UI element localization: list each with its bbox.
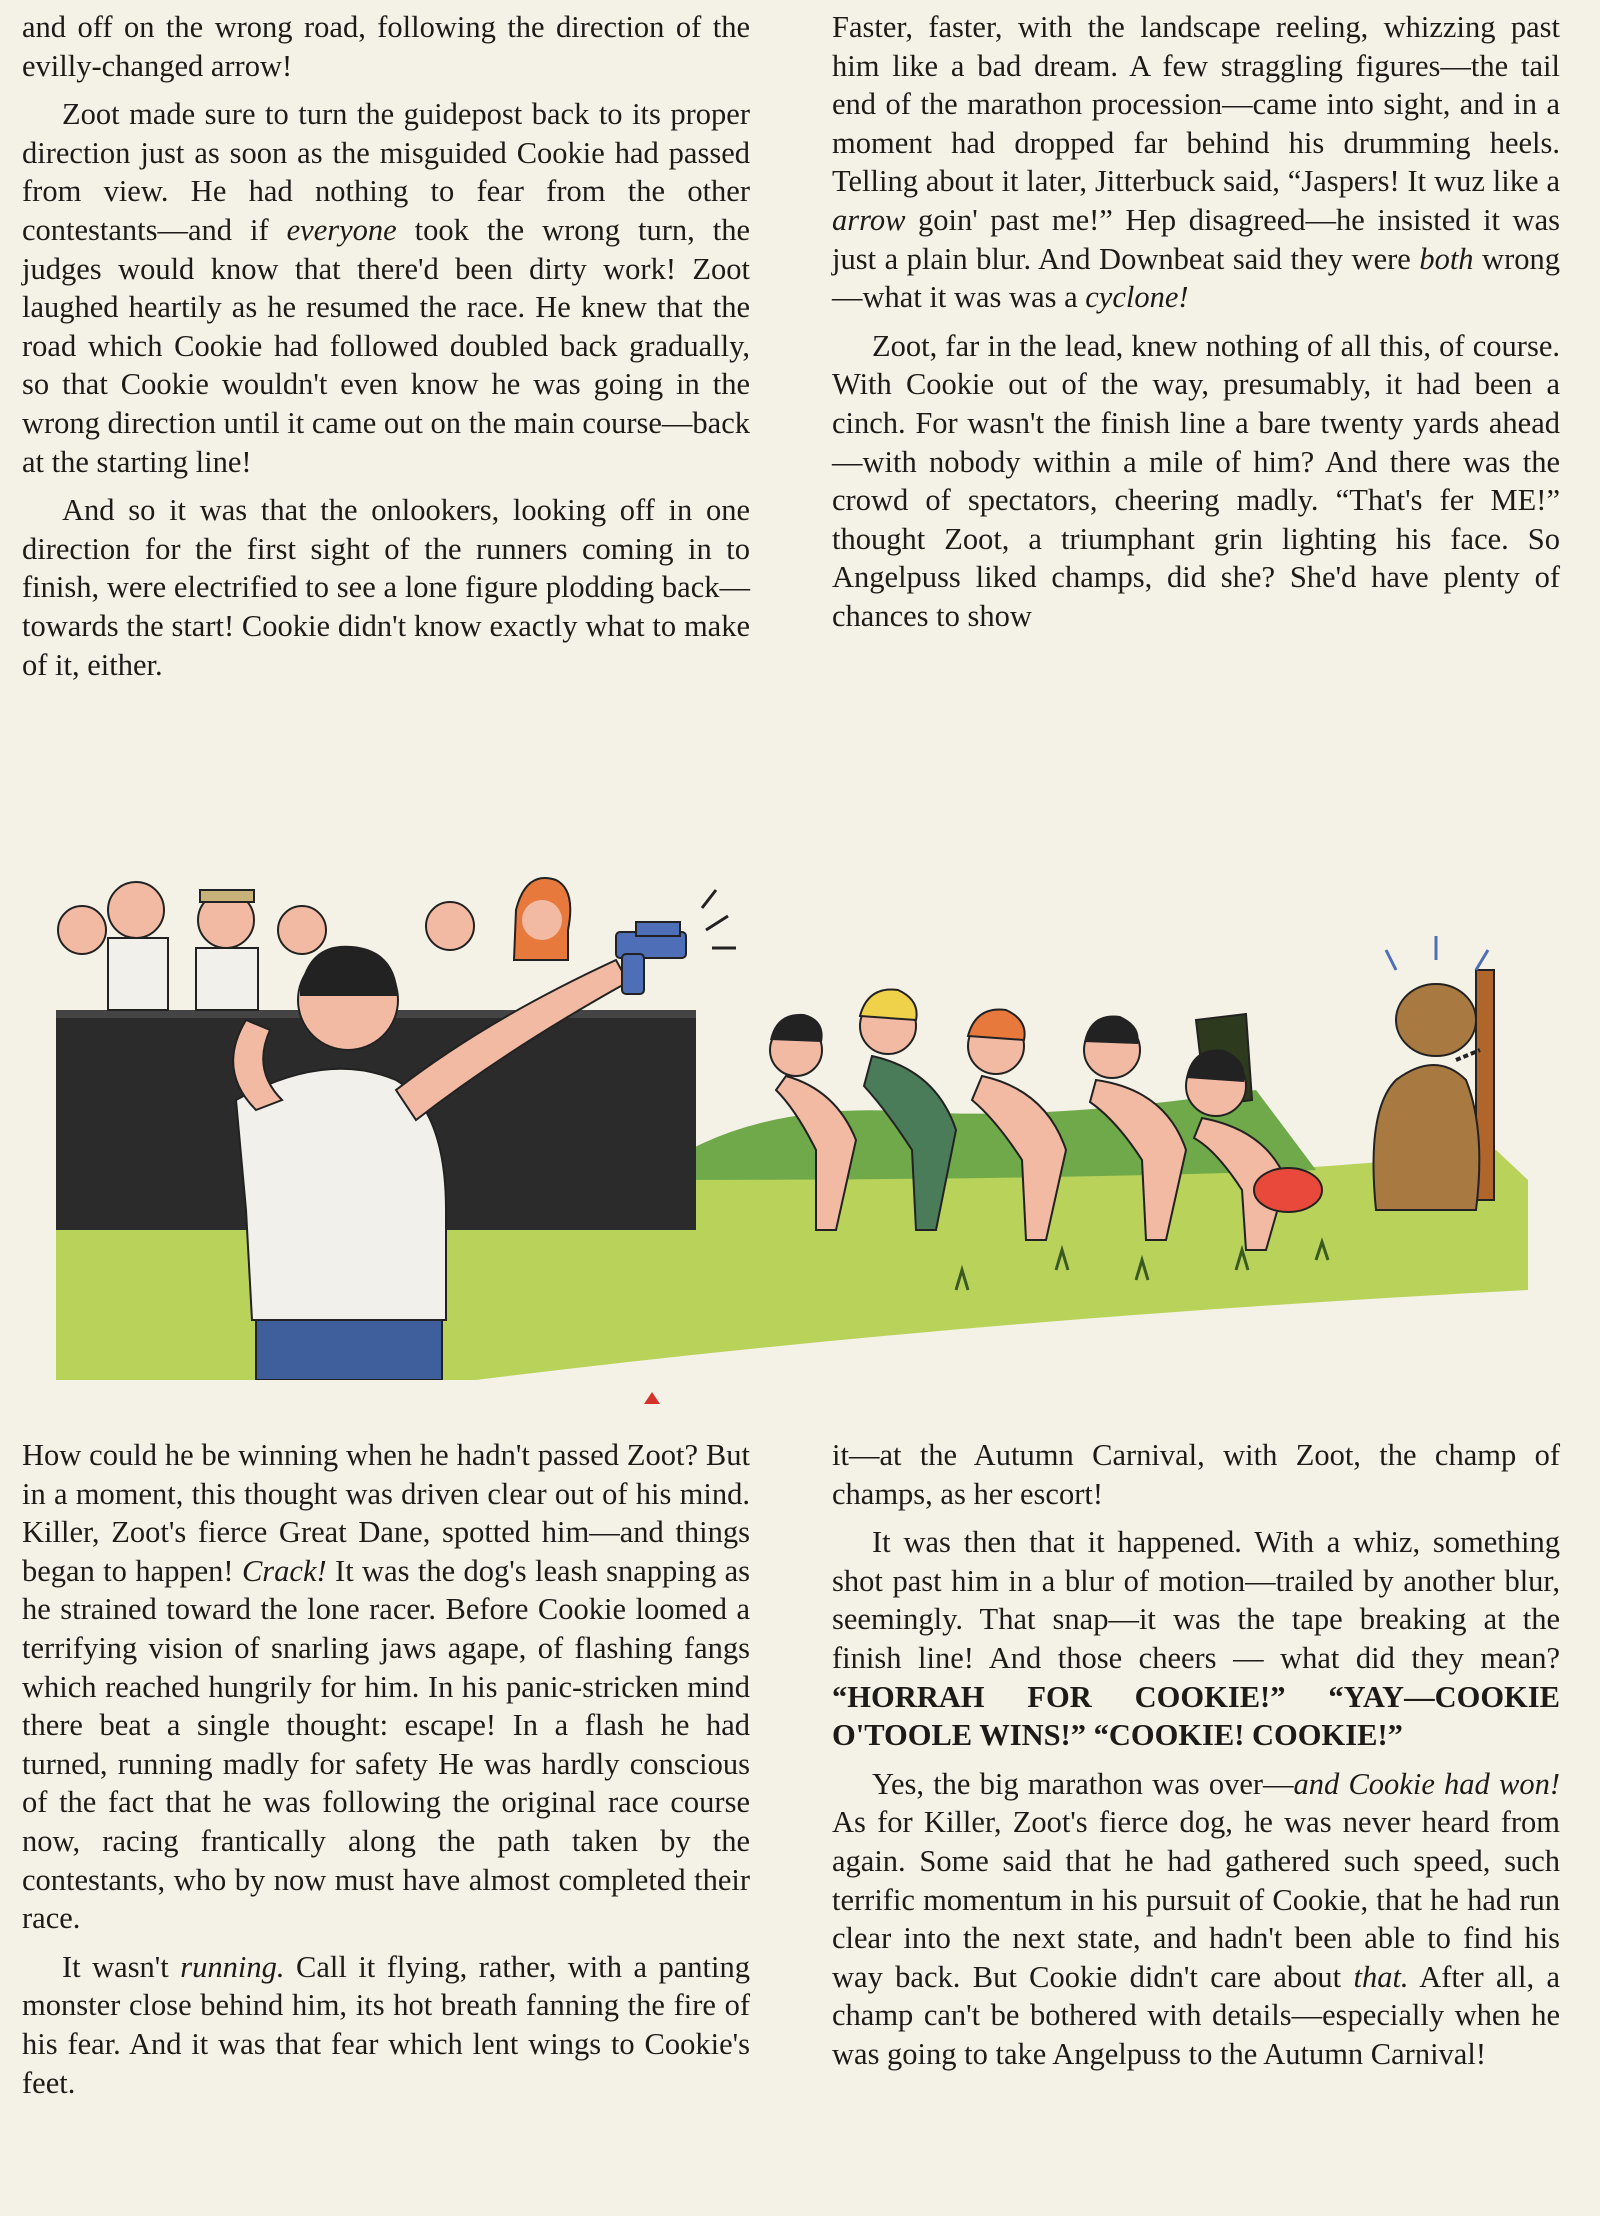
shot-lines: [702, 890, 736, 948]
italic-text: running.: [180, 1949, 285, 1984]
paragraph: [22, 1948, 750, 2102]
italic-text: both: [1419, 241, 1474, 276]
italic-text: that.: [1353, 1959, 1409, 1994]
bold-cheer-text: “HORRAH FOR COOKIE!” “YAY—COOKIE O'TOOLE WINS!” “COOKIE! COOKIE!”: [832, 1679, 1560, 1753]
italic-text: cyclone!: [1085, 280, 1189, 315]
text-run: It was the dog's leash snapping as he strained toward the lone racer. Before Cookie loomed a terrifying vision of snarling jaws agape, of flashing fangs which reached hungrily for him. In his panic-stricken mind there beat a single thought: escape! In a flash he had turned, running madly for safety He was hardly conscious of the fact that he was following the original race course now, racing frantically along the path taken by the contestants, who by now must have almost completed their race.: [22, 1553, 751, 1936]
text-column-1: [22, 8, 750, 694]
text-column-2: [832, 8, 1560, 646]
text-run: Yes, the big marathon was over—: [872, 1766, 1294, 1801]
text-run: wrong—what it was was a: [832, 241, 1560, 315]
paragraph: [832, 8, 1560, 317]
text-run: Call it flying, rather, with a panting monster close behind him, its hot breath fanning the fire of his fear. And it was that fear which lent wings to Cookie's feet.: [22, 1949, 750, 2100]
italic-text: arrow: [832, 202, 906, 237]
text-column-3: [22, 1436, 750, 2112]
paragraph: [832, 1523, 1560, 1755]
text-run: As for Killer, Zoot's fierce dog, he was never heard from again. Some said that he had gathered such speed, such terrific momentum in his pursuit of Cookie, that he had run clear into the next state, and hadn't been able to find his way back. But Cookie didn't care about: [832, 1805, 1560, 1994]
paragraph: [22, 95, 750, 481]
red-triangle-marker: [644, 1392, 660, 1404]
text-column-4: [832, 1436, 1560, 2084]
paragraph: [22, 1436, 750, 1938]
paragraph: [832, 1765, 1560, 2074]
text-run: It was then that it happened. With a whiz, something shot past him in a blur of motion—trailed by another blur, seemingly. That snap—it was the tape breaking at the finish line! And those cheers — what did they mean?: [832, 1525, 1560, 1675]
italic-text: Crack!: [241, 1553, 327, 1588]
italic-text: and Cookie had won!: [1293, 1766, 1560, 1801]
italic-text: everyone: [286, 212, 397, 247]
paragraph: Zoot, far in the lead, knew nothing of all this, of course. With Cookie out of the way, presumably, it had been a cinch. For wasn't the finish line a bare twenty yards ahead—with nobody within a mile of him? And there was the crowd of spectators, cheering madly. “That's fer ME!” thought Zoot, a triumphant grin lighting his face. So Angelpuss liked champs, did she? She'd have plenty of chances to show: [832, 328, 1560, 633]
text-run: How could he be winning when he hadn't passed Zoot? But in a moment, this thought was driven clear out of his mind. Killer, Zoot's fierce Great Dane, spotted him—and things began to happen!: [22, 1438, 750, 1588]
paragraph: And so it was that the onlookers, looking off in one direction for the first sight of the runners coming in to finish, were electrified to see a lone figure plodding back—towards the start! Cookie didn't know exactly what to make of it, either.: [22, 493, 750, 682]
pistol-icon: [616, 922, 686, 994]
text-run: Zoot made sure to turn the guidepost back to its proper direction just as soon as the misguided Cookie had passed from view. He had nothing to fear from the other contestants—and if: [22, 97, 750, 247]
text-run: Faster, faster, with the landscape reeling, whizzing past him like a bad dream. A few straggling figures—the tail end of the marathon procession—came into sight, and in a moment had dropped far behind his drumming heels. Telling about it later, Jitterbuck said, “Jaspers! It wuz like a: [832, 10, 1560, 199]
dog-figure: [1374, 936, 1495, 1210]
paragraph: and off on the wrong road, following the direction of the evilly-changed arrow!: [22, 10, 750, 83]
text-run: It wasn't: [62, 1949, 181, 1984]
paragraph: it—at the Autumn Carnival, with Zoot, the champ of champs, as her escort!: [832, 1438, 1560, 1511]
text-run: took the wrong turn, the judges would know that there'd been dirty work! Zoot laughed heartily as he resumed the race. He knew that the road which Cookie had followed doubled back gradually, so that Cookie wouldn't even know he was going in the wrong direction until it came out on the main course—back at the starting line!: [22, 212, 750, 479]
text-run: goin' past me!” Hep disagreed—he insisted it was just a plain blur. And Downbeat said they were: [832, 202, 1560, 276]
comic-illustration: [56, 850, 1528, 1380]
text-run: After all, a champ can't be bothered with details—especially when he was going to take Angelpuss to the Autumn Carnival!: [832, 1959, 1560, 2071]
